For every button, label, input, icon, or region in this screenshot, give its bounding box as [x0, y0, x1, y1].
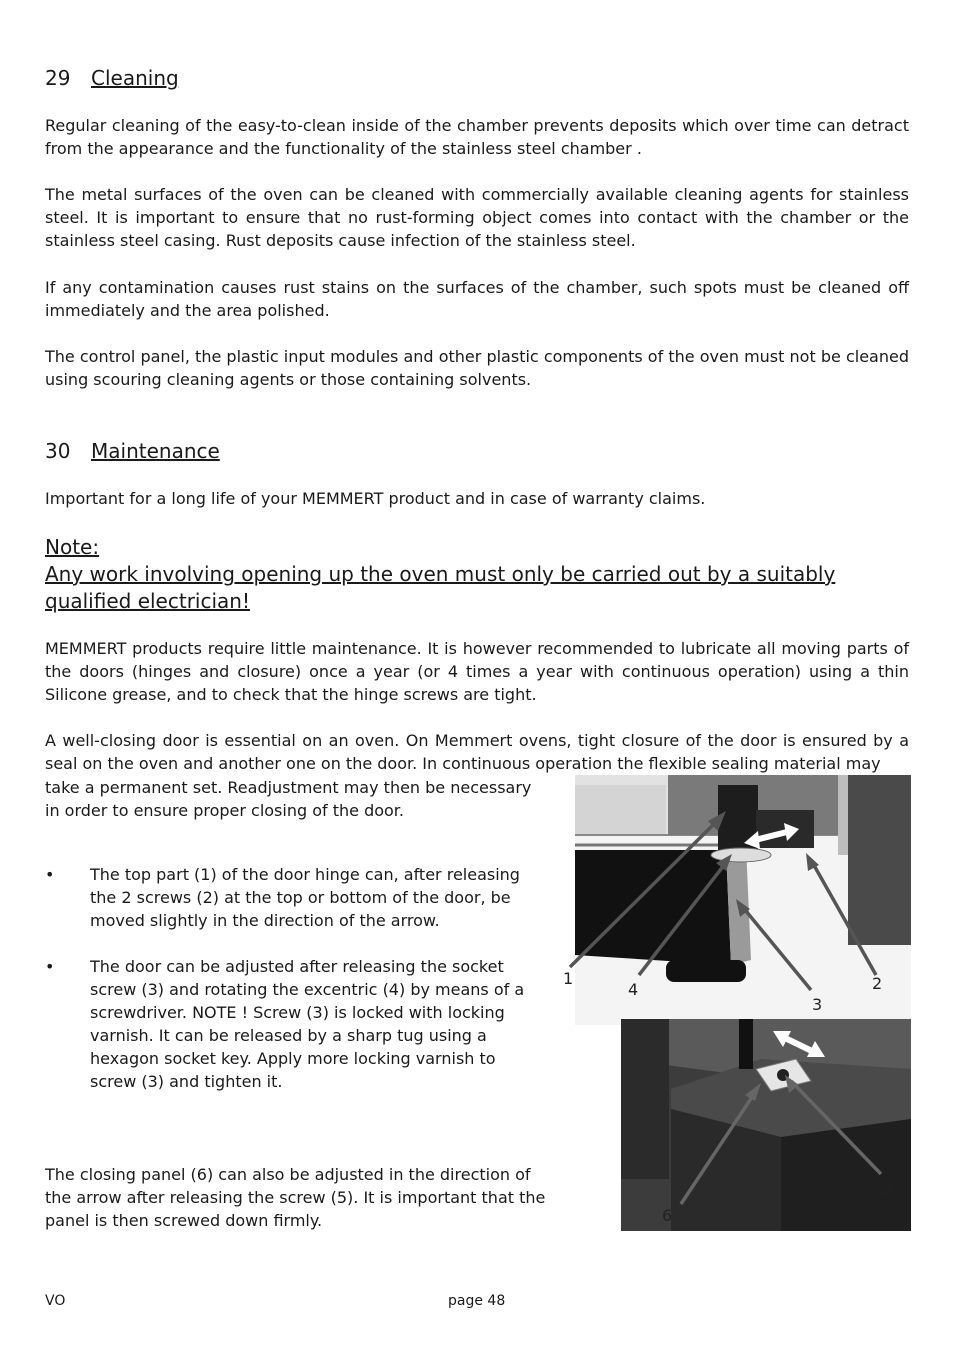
callout-label: 4	[628, 980, 639, 999]
bullet-text: The top part (1) of the door hinge can, after releasing the 2 screws (2) at the top or bottom of the door, be moved slightly in the direction of the arrow.	[90, 865, 520, 930]
hinge-figure	[556, 775, 914, 1025]
callout-label: 2	[872, 974, 883, 993]
callout-label: 6	[662, 1206, 673, 1225]
bullet-symbol: •	[45, 865, 55, 884]
footer-left: VO	[45, 1293, 66, 1309]
closing-panel-paragraph: The closing panel (6) can also be adjusted in the direction of the arrow after releasing the screw (5). It is important that the panel is then screwed down firmly.	[45, 1165, 546, 1230]
note-block	[45, 534, 915, 615]
section-number: 30	[45, 439, 71, 463]
callout-label: 1	[563, 969, 574, 988]
section-30-heading	[45, 439, 220, 463]
note-label: Note:	[45, 535, 100, 559]
section-title: Maintenance	[91, 439, 220, 463]
section-number: 29	[45, 66, 71, 90]
bullet-symbol: •	[45, 957, 55, 976]
maintenance-intro: Important for a long life of your MEMMERT product and in case of warranty claims.	[45, 489, 706, 508]
page-number: page 48	[448, 1293, 506, 1309]
cleaning-paragraph: The metal surfaces of the oven can be cleaned with commercially available cleaning agents for stainless steel. It is important to ensure that no rust-forming object comes into contact with the chamber or the stainless steel casing. Rust deposits cause infection of the stainless steel.	[45, 185, 909, 250]
section-29-heading	[45, 66, 179, 90]
bullet-text: The door can be adjusted after releasing the socket screw (3) and rotating the excentric (4) by means of a screwdriver. NOTE ! Screw (3) is locked with locking varnish. It can be released by a sharp tug using a hexagon socket key. Apply more locking varnish to screw (3) and tighten it.	[90, 957, 525, 1091]
closing-panel-figure	[621, 1019, 913, 1231]
note-text: Any work involving opening up the oven must only be carried out by a suitably qualified electrician!	[45, 562, 836, 613]
maintenance-paragraph: MEMMERT products require little maintenance. It is however recommended to lubricate all moving parts of the doors (hinges and closure) once a year (or 4 times a year with continuous operation) using a thin Silicone grease, and to check that the hinge screws are tight.	[45, 639, 909, 704]
callout-label: 5	[882, 1179, 893, 1198]
cleaning-paragraph: The control panel, the plastic input modules and other plastic components of the oven must not be cleaned using scouring cleaning agents or those containing solvents.	[45, 347, 909, 389]
section-title: Cleaning	[91, 66, 179, 90]
callout-label: 3	[812, 995, 823, 1014]
cleaning-paragraph: If any contamination causes rust stains on the surfaces of the chamber, such spots must be cleaned off immediately and the area polished.	[45, 278, 909, 320]
cleaning-paragraph: Regular cleaning of the easy-to-clean inside of the chamber prevents deposits which over time can detract from the appearance and the functionality of the stainless steel chamber .	[45, 116, 909, 158]
maintenance-paragraph: A well-closing door is essential on an oven. On Memmert ovens, tight closure of the door is ensured by a seal on the oven and another one on the door. In continuous operation the flexible sealing material may	[45, 731, 909, 773]
maintenance-paragraph-continued: take a permanent set. Readjustment may then be necessary in order to ensure proper closing of the door.	[45, 778, 532, 820]
